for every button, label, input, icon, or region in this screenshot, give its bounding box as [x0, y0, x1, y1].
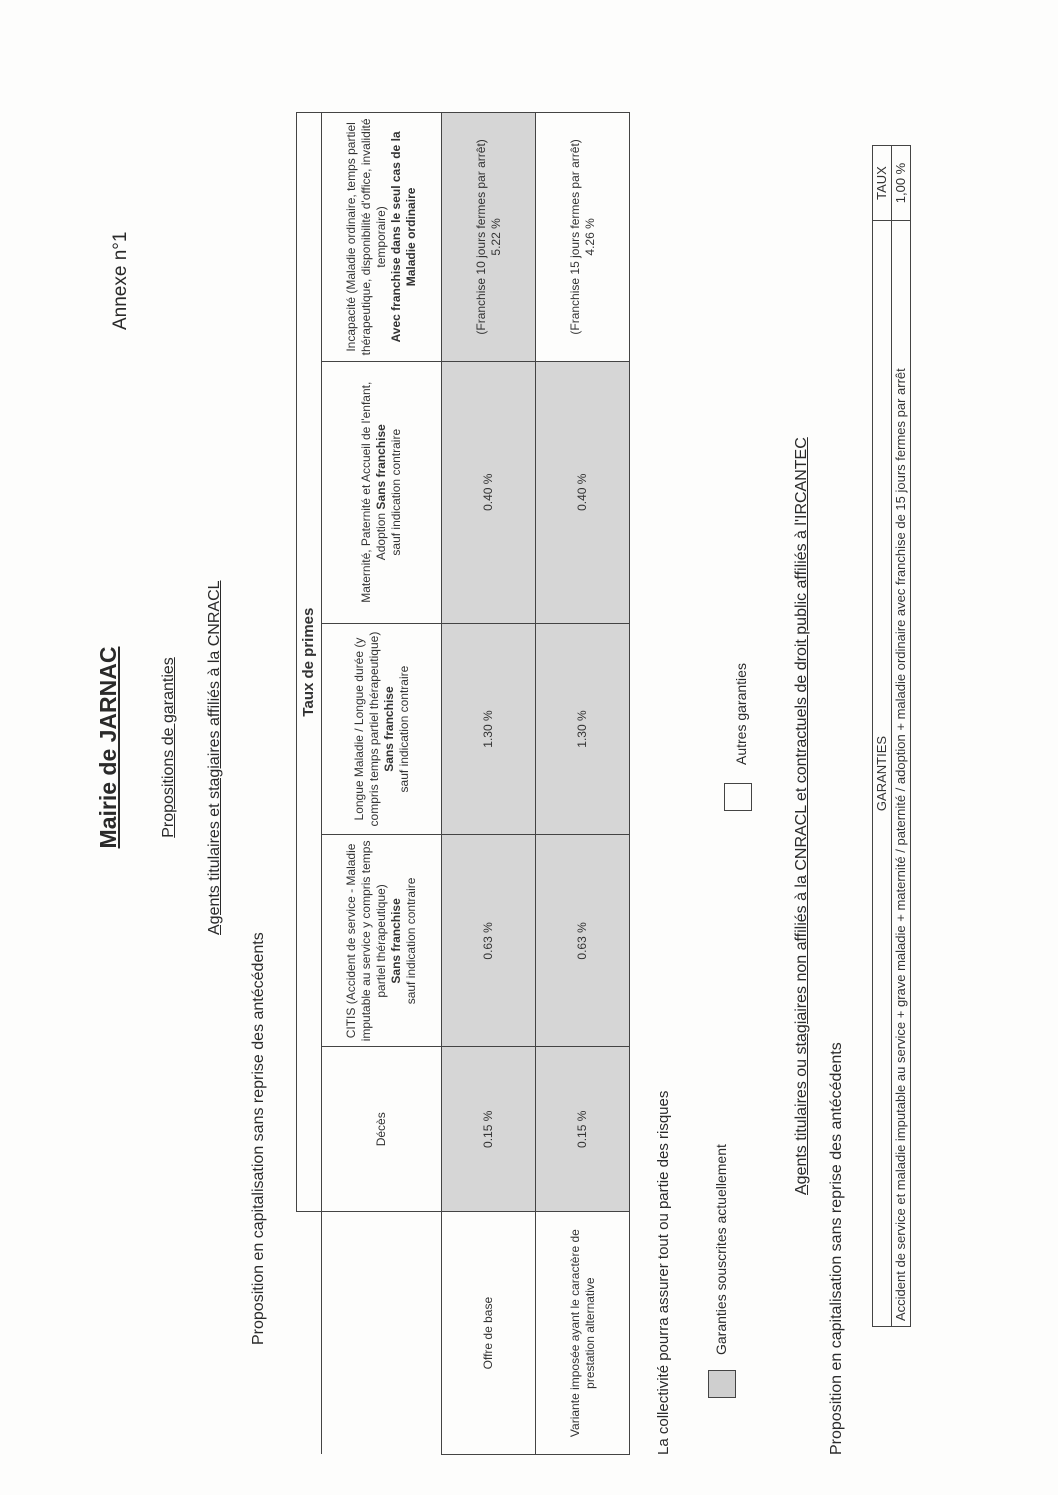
incapacite-base-note: (Franchise 10 jours fermes par arrêt) [473, 139, 488, 335]
table-corner [297, 1212, 322, 1455]
group2-title: Agents titulaires ou stagiaires non affiliés à la CNRACL et contractuels de droit public affiliés à l'IRCANTEC [793, 437, 810, 1195]
group1-title: Agents titulaires et stagiaires affiliés à la CNRACL [206, 580, 223, 935]
cell-maternite-variante: 0.40 % [536, 361, 630, 623]
col-header-incapacite [322, 113, 442, 362]
incapacite-base-value: 5.22 % [488, 218, 503, 256]
cell-deces-base: 0.15 % [442, 1047, 536, 1212]
col-header-maternite [322, 361, 442, 623]
legend-label-subscribed: Garanties souscrites actuellement [713, 1144, 729, 1355]
legend-swatch-subscribed [708, 1370, 736, 1398]
longue-franchise: Sans franchise [381, 686, 396, 772]
incapacite-text: Incapacité (Maladie ordinaire, temps partiel thérapeutique, disponibilité d'office, invalidité temporaire) [344, 118, 388, 356]
citis-text: CITIS (Accident de service - Maladie imputable au service y compris temps partiel thérapeutique) [344, 840, 388, 1042]
col-header-garanties: GARANTIES [873, 221, 892, 1327]
coverage-note: La collectivité pourra assurer tout ou partie des risques [655, 1090, 672, 1455]
table-row [892, 146, 911, 1327]
table-row-offre-base [442, 113, 536, 1455]
cell-citis-base: 0.63 % [442, 835, 536, 1047]
group1-proposal: Proposition en capitalisation sans reprise des antécédents [250, 932, 267, 1345]
legend-swatch-other [724, 783, 752, 811]
legend-label-other: Autres garanties [733, 663, 749, 765]
longue-sauf: sauf indication contraire [396, 665, 411, 793]
premium-rates-table [296, 112, 630, 1455]
citis-franchise: Sans franchise [389, 898, 403, 984]
ircantec-rates-table [872, 145, 911, 1327]
incapacite-variante-note: (Franchise 15 jours fermes par arrêt) [567, 139, 582, 335]
annexe-label: Annexe n°1 [110, 231, 131, 330]
table-corner-2 [322, 1212, 442, 1455]
maternite-text: Maternité, Paternité et Accueil de l'enfant, Adoption [359, 381, 388, 603]
maternite-sauf: sauf indication contraire [389, 428, 403, 556]
cell-garanties: Accident de service et maladie imputable au service + grave maladie + maternité / paternité / adoption + maladie ordinaire avec franchise de 15 jours fermes par arrêt [892, 221, 911, 1327]
citis-sauf: sauf indication contraire [404, 877, 418, 1005]
col-header-taux: TAUX [873, 146, 892, 221]
group2-proposal: Proposition en capitalisation sans reprise des antécédents [828, 1042, 845, 1455]
longue-text: Longue Maladie / Longue durée (y compris temps partiel thérapeutique) [351, 631, 381, 827]
incapacite-franchise: Avec franchise dans le seul cas de la Maladie ordinaire [389, 131, 418, 343]
cell-incapacite-variante [536, 113, 630, 362]
col-header-deces: Décès [322, 1047, 442, 1212]
col-header-longue-maladie [322, 623, 442, 835]
row-label-offre-base: Offre de base [442, 1212, 536, 1455]
cell-citis-variante: 0.63 % [536, 835, 630, 1047]
cell-longue-base: 1.30 % [442, 623, 536, 835]
document-title: Mairie de JARNAC [95, 646, 121, 849]
cell-maternite-base: 0.40 % [442, 361, 536, 623]
incapacite-variante-value: 4.26 % [582, 218, 597, 256]
table-row-variante [536, 113, 630, 1455]
table-column-headers [322, 113, 442, 1455]
row-label-variante: Variante imposée ayant le caractère de prestation alternative [536, 1212, 630, 1455]
maternite-franchise: Sans franchise [374, 424, 388, 510]
table-header-taux-primes: Taux de primes [297, 113, 322, 1212]
section-title: Propositions de garanties [160, 657, 177, 838]
cell-longue-variante: 1.30 % [536, 623, 630, 835]
cell-deces-variante: 0.15 % [536, 1047, 630, 1212]
cell-incapacite-base [442, 113, 536, 362]
col-header-citis [322, 835, 442, 1047]
cell-taux: 1,00 % [892, 146, 911, 221]
